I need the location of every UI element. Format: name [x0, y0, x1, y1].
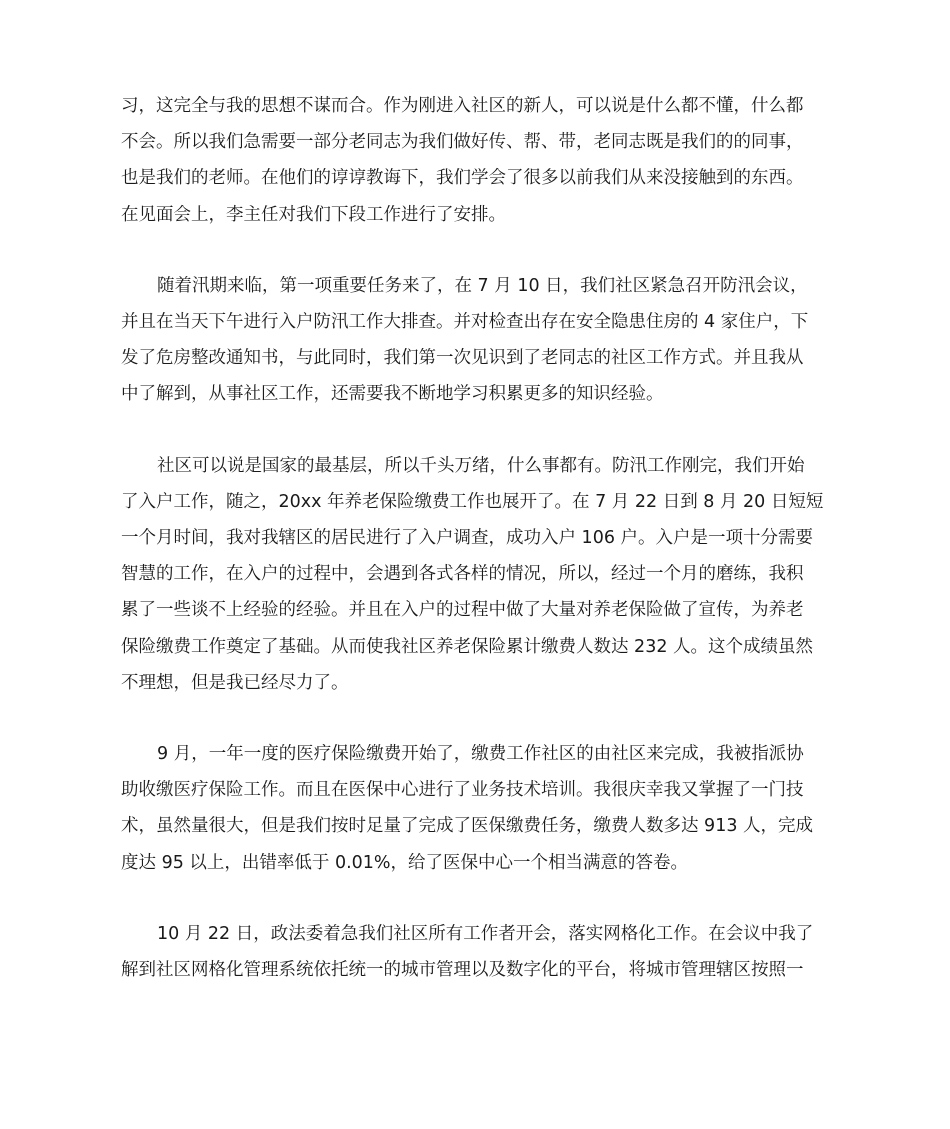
- text-line: 也是我们的老师。在他们的谆谆教诲下，我们学会了很多以前我们从来没接触到的东西。: [121, 168, 804, 189]
- text-line: 中了解到，从事社区工作，还需要我不断地学习积累更多的知识经验。: [121, 384, 664, 405]
- text-line: 发了危房整改通知书，与此同时，我们第一次见识到了老同志的社区工作方式。并且我从: [121, 348, 804, 369]
- text-line: 习，这完全与我的思想不谋而合。作为刚进入社区的新人，可以说是什么都不懂，什么都: [121, 96, 804, 116]
- paragraph-2: [121, 268, 833, 413]
- text-line: 解到社区网格化管理系统依托统一的城市管理以及数字化的平台，将城市管理辖区按照一: [121, 960, 804, 981]
- text-line: 保险缴费工作奠定了基础。从而使我社区养老保险累计缴费人数达 232 人。这个成绩虽然: [121, 636, 814, 657]
- text-line: 随着汛期来临，第一项重要任务来了，在 7 月 10 日，我们社区紧急召开防汛会议，: [157, 275, 808, 296]
- text-line: 助收缴医疗保险工作。而且在医保中心进行了业务技术培训。我很庆幸我又掌握了一门技: [121, 780, 804, 801]
- paragraph-5: [121, 916, 833, 988]
- paragraph-1: [121, 88, 833, 233]
- paragraph-4: [121, 736, 833, 881]
- text-line: 智慧的工作，在入户的过程中，会遇到各式各样的情况，所以，经过一个月的磨练，我积: [121, 564, 804, 585]
- text-line: 度达 95 以上，出错率低于 0.01%，给了医保中心一个相当满意的答卷。: [121, 852, 689, 873]
- text-line: 术，虽然量很大，但是我们按时足量了完成了医保缴费任务，缴费人数多达 913 人，完成: [121, 816, 814, 837]
- text-line: 9 月，一年一度的医疗保险缴费开始了，缴费工作社区的由社区来完成，我被指派协: [157, 744, 804, 765]
- document-page: [121, 88, 833, 988]
- text-line: 了入户工作，随之，20xx 年养老保险缴费工作也展开了。在 7 月 22 日到 8 月 20 日短短: [121, 491, 824, 512]
- text-line: 一个月时间，我对我辖区的居民进行了入户调查，成功入户 106 户。入户是一项十分需要: [121, 528, 814, 549]
- text-line: 社区可以说是国家的最基层，所以千头万绪，什么事都有。防汛工作刚完，我们开始: [157, 455, 805, 476]
- text-line: 10 月 22 日，政法委着急我们社区所有工作者开会，落实网格化工作。在会议中我了: [157, 923, 814, 944]
- text-line: 累了一些谈不上经验的经验。并且在入户的过程中做了大量对养老保险做了宣传，为养老: [121, 600, 804, 621]
- text-line: 并且在当天下午进行入户防汛工作大排查。并对检查出存在安全隐患住房的 4 家住户，下: [121, 312, 809, 333]
- text-line: 在见面会上，李主任对我们下段工作进行了安排。: [121, 204, 506, 225]
- paragraph-3: [121, 448, 833, 701]
- text-line: 不会。所以我们急需要一部分老同志为我们做好传、帮、带，老同志既是我们的的同事，: [121, 132, 804, 153]
- text-line: 不理想，但是我已经尽力了。: [121, 672, 349, 693]
